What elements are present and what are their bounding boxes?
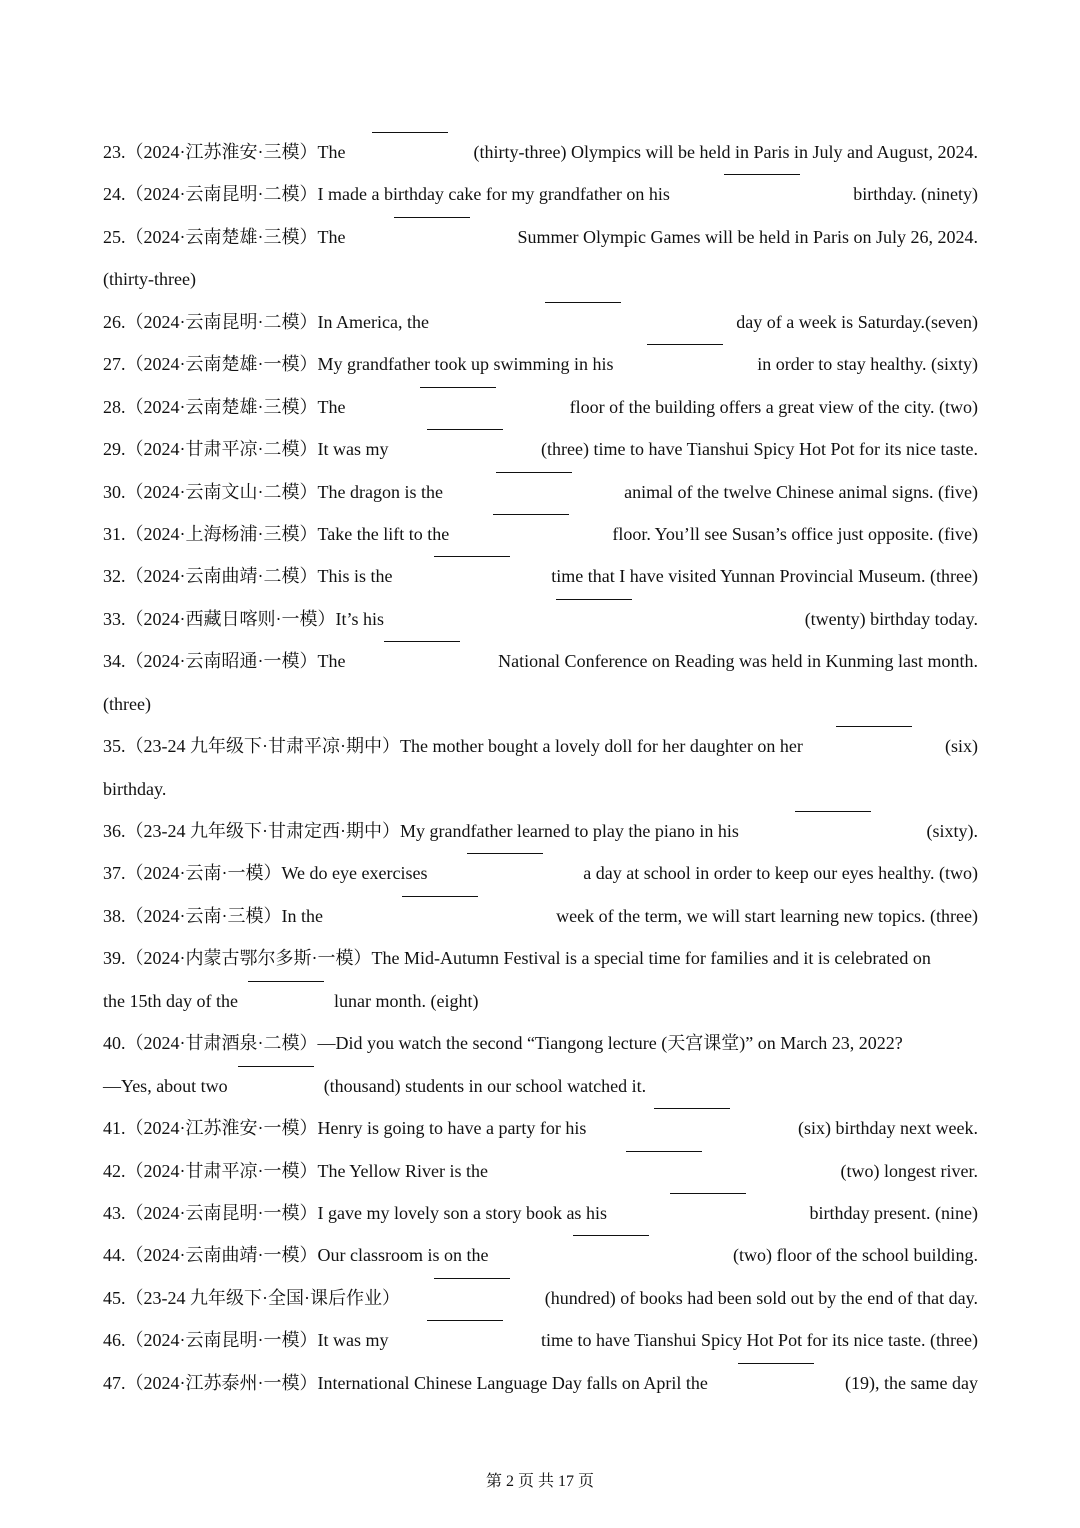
question-text: 32.（2024·云南曲靖·二模）This is the <box>103 566 393 587</box>
question-text: the 15th day of the <box>103 990 238 1011</box>
answer-blank <box>738 1362 814 1364</box>
answer-blank <box>795 810 871 812</box>
question-text: 42.（2024·甘肃平凉·一模）The Yellow River is the <box>103 1160 488 1181</box>
question-text: animal of the twelve Chinese animal signs. (five) <box>624 481 978 502</box>
question-text: week of the term, we will start learning new topics. (three) <box>556 905 978 926</box>
answer-blank <box>420 386 496 388</box>
answer-blank <box>467 852 543 854</box>
question-line <box>103 895 978 937</box>
answer-blank <box>654 1107 730 1109</box>
question-line <box>103 1319 978 1361</box>
question-text: 38.（2024·云南·三模）In the <box>103 905 323 926</box>
question-text: 37.（2024·云南·一模）We do eye exercises <box>103 863 428 884</box>
question-line <box>103 1022 978 1064</box>
question-text: (hundred) of books had been sold out by the end of that day. <box>544 1287 978 1308</box>
question-line <box>103 301 978 343</box>
question-text: birthday. (ninety) <box>853 184 978 205</box>
question-text: (two) floor of the school building. <box>733 1245 978 1266</box>
question-line <box>103 1192 978 1234</box>
question-line <box>103 1277 978 1319</box>
question-text: 31.（2024·上海杨浦·三模）Take the lift to the <box>103 523 450 544</box>
question-line <box>103 810 978 852</box>
question-text: 26.（2024·云南昆明·二模）In America, the <box>103 311 429 332</box>
question-text: (twenty) birthday today. <box>804 608 978 629</box>
question-text: in order to stay healthy. (sixty) <box>757 354 978 375</box>
question-text: 39.（2024·内蒙古鄂尔多斯·一模）The Mid-Autumn Festival is a special time for families and it is celebrated on <box>103 948 931 969</box>
question-continuation-line <box>103 768 978 810</box>
question-text: 23.（2024·江苏淮安·三模）The <box>103 142 346 162</box>
question-text: 25.（2024·云南楚雄·三模）The <box>103 226 346 247</box>
answer-blank <box>496 471 572 473</box>
question-text: 29.（2024·甘肃平凉·二模）It was my <box>103 439 389 460</box>
question-text: 27.（2024·云南楚雄·一模）My grandfather took up swimming in his <box>103 354 614 375</box>
question-text: 28.（2024·云南楚雄·三模）The <box>103 396 346 417</box>
question-line <box>103 386 978 428</box>
question-text: 30.（2024·云南文山·二模）The dragon is the <box>103 481 443 502</box>
question-line <box>103 343 978 385</box>
answer-blank <box>384 640 460 642</box>
answer-blank <box>545 301 621 303</box>
question-text: lunar month. (eight) <box>333 990 479 1011</box>
question-line <box>103 555 978 597</box>
answer-blank <box>836 725 912 727</box>
answer-blank <box>434 1277 510 1279</box>
page-number-label: 第 2 页 共 17 页 <box>485 1473 594 1490</box>
question-text: floor of the building offers a great view of the city. (two) <box>569 396 978 417</box>
question-text: —Yes, about two <box>103 1075 228 1096</box>
answer-blank <box>402 895 478 897</box>
question-line <box>103 1107 978 1149</box>
question-text: 44.（2024·云南曲靖·一模）Our classroom is on the <box>103 1245 489 1266</box>
answer-blank <box>670 1192 746 1194</box>
question-text: 46.（2024·云南昆明·一模）It was my <box>103 1330 389 1351</box>
page-footer <box>0 1470 1080 1494</box>
answer-blank <box>394 216 470 218</box>
question-line <box>103 428 978 470</box>
question-text: 34.（2024·云南昭通·一模）The <box>103 651 346 672</box>
question-continuation-line <box>103 683 978 725</box>
question-text: 47.（2024·江苏泰州·一模）International Chinese Language Day falls on April the <box>103 1372 708 1393</box>
question-text: (six) birthday next week. <box>798 1118 978 1139</box>
question-text: 40.（2024·甘肃酒泉·二模）—Did you watch the second “Tiangong lecture (天宫课堂)” on March 23, 2022? <box>103 1033 903 1054</box>
answer-blank <box>248 980 324 982</box>
answer-blank <box>647 343 723 345</box>
question-line <box>103 725 978 767</box>
question-text: (thirty-three) Olympics will be held in Paris in July and August, 2024. <box>473 142 978 162</box>
question-text: a day at school in order to keep our eyes healthy. (two) <box>583 863 978 884</box>
question-text: floor. You’ll see Susan’s office just opposite. (five) <box>612 523 978 544</box>
answer-blank <box>372 131 448 133</box>
question-text: (two) longest river. <box>840 1160 978 1181</box>
question-continuation-line <box>103 258 978 300</box>
question-line <box>103 937 978 979</box>
question-list <box>103 131 978 1404</box>
question-text: (six) <box>945 736 978 757</box>
question-line <box>103 640 978 682</box>
answer-blank <box>724 173 800 175</box>
question-text: 43.（2024·云南昆明·一模）I gave my lovely son a story book as his <box>103 1202 607 1223</box>
question-text: 45.（23-24 九年级下·全国·课后作业） <box>103 1287 400 1308</box>
question-text: time to have Tianshui Spicy Hot Pot for its nice taste. (three) <box>541 1330 978 1351</box>
question-line <box>103 1150 978 1192</box>
question-text: 24.（2024·云南昆明·二模）I made a birthday cake for my grandfather on his <box>103 184 670 205</box>
answer-blank <box>556 598 632 600</box>
question-continuation-line <box>103 1065 978 1107</box>
answer-blank <box>573 1234 649 1236</box>
question-text: birthday present. (nine) <box>809 1202 978 1223</box>
question-continuation-line <box>103 980 978 1022</box>
answer-blank <box>626 1150 702 1152</box>
question-text: (thirty-three) <box>103 269 196 290</box>
answer-blank <box>493 513 569 515</box>
question-line <box>103 1234 978 1276</box>
question-text: birthday. <box>103 778 167 799</box>
question-line <box>103 852 978 894</box>
question-line <box>103 131 978 173</box>
answer-blank <box>427 428 503 430</box>
question-line <box>103 1362 978 1404</box>
question-text: (three) <box>103 693 151 714</box>
question-line <box>103 173 978 215</box>
question-text: National Conference on Reading was held in Kunming last month. <box>498 651 978 672</box>
question-line <box>103 216 978 258</box>
question-line <box>103 513 978 555</box>
question-text: (19), the same day <box>845 1372 978 1393</box>
question-text: (sixty). <box>926 821 978 841</box>
question-text: 33.（2024·西藏日喀则·一模）It’s his <box>103 608 384 629</box>
question-text: (three) time to have Tianshui Spicy Hot Pot for its nice taste. <box>541 439 978 460</box>
question-text: (thousand) students in our school watched it. <box>323 1075 647 1096</box>
question-line <box>103 471 978 513</box>
question-text: time that I have visited Yunnan Provincial Museum. (three) <box>551 566 978 587</box>
answer-blank <box>238 1065 314 1067</box>
answer-blank <box>427 1319 503 1321</box>
answer-blank <box>434 555 510 557</box>
question-text: day of a week is Saturday.(seven) <box>736 311 978 332</box>
question-line <box>103 598 978 640</box>
question-text: 36.（23-24 九年级下·甘肃定西·期中）My grandfather learned to play the piano in his <box>103 821 739 841</box>
question-text: 41.（2024·江苏淮安·一模）Henry is going to have a party for his <box>103 1118 587 1139</box>
question-text: Summer Olympic Games will be held in Paris on July 26, 2024. <box>517 226 978 247</box>
question-text: 35.（23-24 九年级下·甘肃平凉·期中）The mother bought a lovely doll for her daughter on her <box>103 736 803 757</box>
